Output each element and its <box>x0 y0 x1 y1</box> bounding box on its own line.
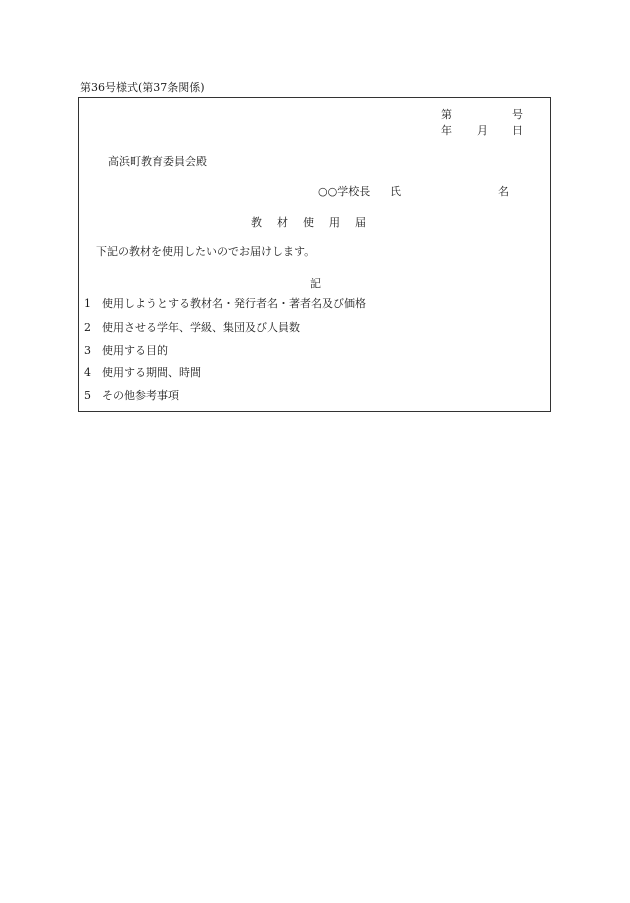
body-text: 下記の教材を使用したいのでお届けします。 <box>96 245 316 258</box>
list-item-number: 1 <box>84 297 91 310</box>
sender-name-mei: 名 <box>498 185 509 198</box>
sender-title: ○○学校長 <box>318 185 371 198</box>
list-item-text: 使用させる学年、学級、集団及び人員数 <box>102 321 300 334</box>
document-title-char: 届 <box>355 216 366 229</box>
list-item-text: 使用しようとする教材名・発行者名・著者名及び価格 <box>102 297 366 310</box>
document-title-char: 教 <box>251 216 262 229</box>
list-item-number: 5 <box>84 389 91 402</box>
list-item <box>84 367 201 378</box>
list-item-number: 2 <box>84 321 91 334</box>
document-title <box>251 217 381 228</box>
list-item-text: 使用する目的 <box>102 344 168 357</box>
document-title-char: 材 <box>277 216 288 229</box>
list-item-text: その他参考事項 <box>102 389 179 402</box>
list-item <box>84 322 300 333</box>
addressee: 高浜町教育委員会殿 <box>108 155 207 168</box>
date-month-label: 月 <box>477 124 488 137</box>
form-title: 第36号様式(第37条関係) <box>80 81 205 94</box>
ki-label: 記 <box>310 277 321 290</box>
document-title-char: 使 <box>303 216 314 229</box>
document-title-char: 用 <box>329 216 340 229</box>
number-prefix: 第 <box>441 108 452 121</box>
list-item-text: 使用する期間、時間 <box>102 366 201 379</box>
list-item-number: 4 <box>84 366 91 379</box>
sender-name-shi: 氏 <box>390 185 401 198</box>
date-year-label: 年 <box>441 124 452 137</box>
list-item <box>84 345 168 356</box>
list-item <box>84 298 366 309</box>
list-item-number: 3 <box>84 344 91 357</box>
list-item <box>84 390 179 401</box>
date-day-label: 日 <box>512 124 523 137</box>
number-suffix: 号 <box>512 108 523 121</box>
